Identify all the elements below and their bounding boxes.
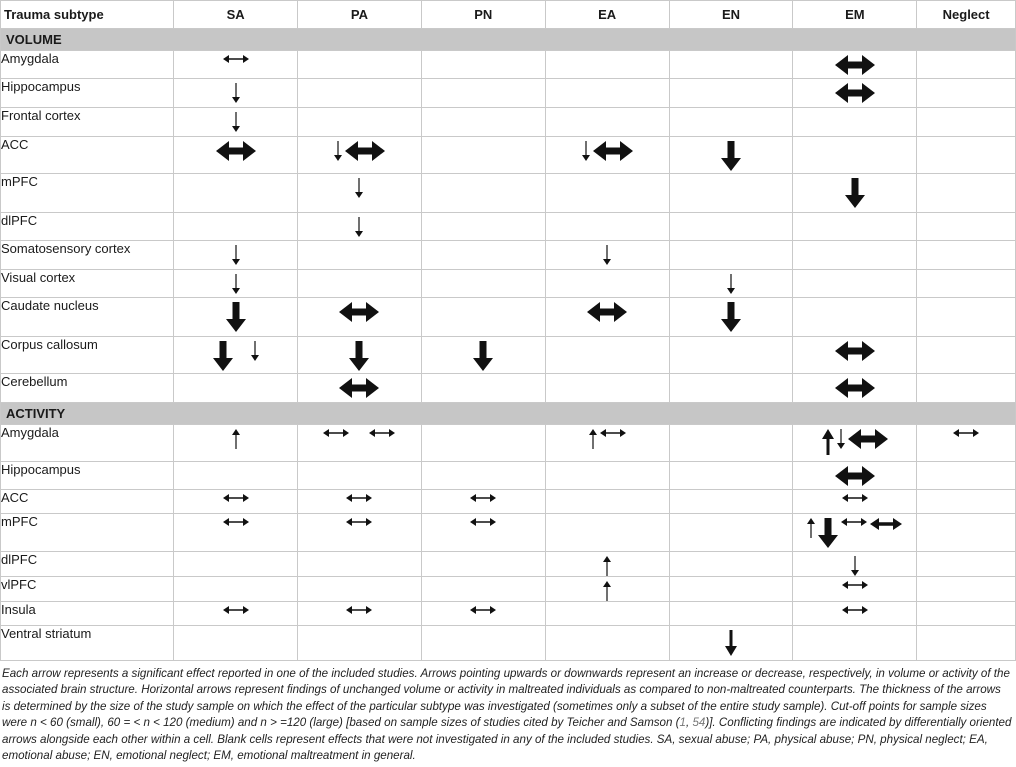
cell-en	[669, 514, 793, 552]
cell-pn	[421, 374, 545, 403]
cell-neglect	[917, 174, 1016, 213]
cell-pn	[421, 552, 545, 577]
cell-em	[793, 462, 917, 490]
cell-en	[669, 577, 793, 602]
large-bidirectional-arrow-icon	[835, 466, 875, 486]
table-row	[1, 298, 1016, 337]
arrow-group	[174, 337, 297, 371]
cell-pn	[421, 577, 545, 602]
arrow-group	[793, 425, 916, 455]
small-bidirectional-arrow-icon	[223, 55, 249, 63]
cell-em	[793, 137, 917, 174]
large-bidirectional-arrow-icon	[593, 141, 633, 161]
small-bidirectional-arrow-icon	[953, 429, 979, 437]
arrow-group	[174, 137, 297, 161]
table-row	[1, 462, 1016, 490]
cell-pa	[298, 270, 422, 298]
row-label: Hippocampus	[1, 79, 174, 108]
cell-pn	[421, 174, 545, 213]
cell-ea	[545, 270, 669, 298]
large-bidirectional-arrow-icon	[345, 141, 385, 161]
table-row	[1, 490, 1016, 514]
arrow-group	[546, 137, 669, 161]
cell-en	[669, 51, 793, 79]
small-bidirectional-arrow-icon	[223, 494, 249, 502]
small-up-arrow-icon	[807, 518, 815, 538]
cell-pn	[421, 514, 545, 552]
arrow-group	[793, 51, 916, 75]
cell-neglect	[917, 79, 1016, 108]
footnote-text-2: )]. Conflicting findings are indicated by differentially oriented arrows alongside each other within a cell. Blank cells represent effects that were not investigated in any of the included studies. SA, sexual abuse; PA, physical abuse; PN, physical neglect; EA, emotional abuse; EN, emotional neglect; EM, emotional maltreatment in general.	[2, 716, 1012, 763]
row-label: Insula	[1, 602, 174, 626]
arrow-group	[174, 298, 297, 332]
table-row	[1, 602, 1016, 626]
cell-em	[793, 425, 917, 462]
arrow-group	[174, 270, 297, 294]
table-body	[1, 29, 1016, 661]
cell-neglect	[917, 337, 1016, 374]
cell-en	[669, 602, 793, 626]
arrow-group	[546, 425, 669, 449]
section-title: VOLUME	[1, 29, 1016, 51]
cell-en	[669, 298, 793, 337]
medium-up-arrow-icon	[822, 429, 834, 455]
medium-down-arrow-icon	[725, 630, 737, 656]
cell-en	[669, 490, 793, 514]
cell-en	[669, 241, 793, 270]
header-pa: PA	[298, 1, 422, 29]
arrow-group	[793, 577, 916, 589]
cell-neglect	[917, 374, 1016, 403]
cell-em	[793, 552, 917, 577]
table-row	[1, 108, 1016, 137]
arrow-group	[422, 514, 545, 526]
cell-ea	[545, 174, 669, 213]
cell-neglect	[917, 241, 1016, 270]
arrow-group	[298, 298, 421, 322]
cell-pa	[298, 108, 422, 137]
large-down-arrow-icon	[721, 302, 741, 332]
small-up-arrow-icon	[603, 581, 611, 601]
cell-neglect	[917, 298, 1016, 337]
small-down-arrow-icon	[334, 141, 342, 161]
cell-ea	[545, 241, 669, 270]
medium-bidirectional-arrow-icon	[870, 518, 902, 530]
row-label: dlPFC	[1, 552, 174, 577]
cell-pa	[298, 174, 422, 213]
cell-neglect	[917, 137, 1016, 174]
arrow-group	[174, 241, 297, 265]
cell-ea	[545, 337, 669, 374]
cell-sa	[174, 337, 298, 374]
large-bidirectional-arrow-icon	[587, 302, 627, 322]
small-bidirectional-arrow-icon	[600, 429, 626, 437]
cell-en	[669, 270, 793, 298]
cell-pa	[298, 552, 422, 577]
small-bidirectional-arrow-icon	[323, 429, 349, 437]
row-label: Amygdala	[1, 425, 174, 462]
cell-sa	[174, 241, 298, 270]
cell-en	[669, 374, 793, 403]
large-down-arrow-icon	[473, 341, 493, 371]
header-row	[1, 1, 1016, 29]
section-row-volume	[1, 29, 1016, 51]
arrow-group	[174, 79, 297, 103]
table-row	[1, 552, 1016, 577]
large-down-arrow-icon	[226, 302, 246, 332]
small-down-arrow-icon	[355, 217, 363, 237]
section-title: ACTIVITY	[1, 403, 1016, 425]
cell-pa	[298, 137, 422, 174]
arrow-group	[793, 79, 916, 103]
cell-ea	[545, 626, 669, 661]
cell-sa	[174, 626, 298, 661]
row-label: Ventral striatum	[1, 626, 174, 661]
table-footnote	[0, 661, 1016, 764]
small-down-arrow-icon	[355, 178, 363, 198]
cell-en	[669, 213, 793, 241]
small-bidirectional-arrow-icon	[346, 494, 372, 502]
row-label: vlPFC	[1, 577, 174, 602]
header-trauma-subtype: Trauma subtype	[1, 1, 174, 29]
cell-neglect	[917, 108, 1016, 137]
table-row	[1, 174, 1016, 213]
arrow-group	[298, 337, 421, 371]
arrow-group	[298, 137, 421, 161]
small-bidirectional-arrow-icon	[346, 518, 372, 526]
cell-ea	[545, 79, 669, 108]
arrow-group	[793, 374, 916, 398]
small-down-arrow-icon	[851, 556, 859, 576]
cell-pa	[298, 298, 422, 337]
cell-em	[793, 270, 917, 298]
cell-em	[793, 577, 917, 602]
small-bidirectional-arrow-icon	[369, 429, 395, 437]
large-down-arrow-icon	[349, 341, 369, 371]
small-down-arrow-icon	[232, 112, 240, 132]
arrow-group	[422, 602, 545, 614]
table-row	[1, 79, 1016, 108]
row-label: ACC	[1, 490, 174, 514]
cell-neglect	[917, 490, 1016, 514]
cell-pn	[421, 241, 545, 270]
cell-em	[793, 79, 917, 108]
table-row	[1, 270, 1016, 298]
arrow-group	[298, 374, 421, 398]
arrow-group	[174, 514, 297, 526]
arrow-group	[793, 490, 916, 502]
arrow-group	[793, 514, 916, 548]
small-bidirectional-arrow-icon	[470, 518, 496, 526]
cell-sa	[174, 514, 298, 552]
small-bidirectional-arrow-icon	[223, 518, 249, 526]
small-bidirectional-arrow-icon	[470, 494, 496, 502]
arrow-group	[298, 174, 421, 198]
cell-pn	[421, 602, 545, 626]
cell-pa	[298, 602, 422, 626]
cell-en	[669, 462, 793, 490]
arrow-group	[670, 270, 793, 294]
header-sa: SA	[174, 1, 298, 29]
row-label: Somatosensory cortex	[1, 241, 174, 270]
row-label: Cerebellum	[1, 374, 174, 403]
cell-sa	[174, 602, 298, 626]
cell-em	[793, 602, 917, 626]
large-down-arrow-icon	[818, 518, 838, 548]
cell-neglect	[917, 626, 1016, 661]
cell-neglect	[917, 270, 1016, 298]
small-up-arrow-icon	[232, 429, 240, 449]
header-pn: PN	[421, 1, 545, 29]
cell-sa	[174, 137, 298, 174]
row-label: Frontal cortex	[1, 108, 174, 137]
cell-sa	[174, 490, 298, 514]
cell-ea	[545, 577, 669, 602]
arrow-group	[174, 51, 297, 63]
arrow-group	[298, 514, 421, 526]
cell-pa	[298, 577, 422, 602]
cell-en	[669, 337, 793, 374]
small-bidirectional-arrow-icon	[842, 581, 868, 589]
row-label: Caudate nucleus	[1, 298, 174, 337]
small-down-arrow-icon	[727, 274, 735, 294]
cell-sa	[174, 462, 298, 490]
cell-sa	[174, 174, 298, 213]
arrow-group	[546, 552, 669, 576]
row-label: dlPFC	[1, 213, 174, 241]
arrow-group	[174, 108, 297, 132]
cell-neglect	[917, 425, 1016, 462]
arrow-group	[670, 626, 793, 656]
cell-pn	[421, 108, 545, 137]
cell-em	[793, 490, 917, 514]
arrow-group	[670, 137, 793, 171]
small-down-arrow-icon	[603, 245, 611, 265]
cell-pa	[298, 213, 422, 241]
small-bidirectional-arrow-icon	[470, 606, 496, 614]
arrow-group	[670, 298, 793, 332]
large-bidirectional-arrow-icon	[216, 141, 256, 161]
table-row	[1, 514, 1016, 552]
cell-pn	[421, 270, 545, 298]
large-bidirectional-arrow-icon	[835, 55, 875, 75]
large-bidirectional-arrow-icon	[835, 341, 875, 361]
cell-sa	[174, 51, 298, 79]
row-label: Visual cortex	[1, 270, 174, 298]
cell-pn	[421, 462, 545, 490]
cell-em	[793, 213, 917, 241]
cell-sa	[174, 108, 298, 137]
cell-en	[669, 425, 793, 462]
small-bidirectional-arrow-icon	[842, 494, 868, 502]
arrow-group	[546, 577, 669, 601]
large-down-arrow-icon	[213, 341, 233, 371]
cell-em	[793, 108, 917, 137]
small-down-arrow-icon	[232, 274, 240, 294]
cell-sa	[174, 374, 298, 403]
footnote-ref-1[interactable]: 1	[679, 716, 686, 730]
cell-en	[669, 552, 793, 577]
cell-sa	[174, 270, 298, 298]
cell-pn	[421, 298, 545, 337]
footnote-text-1: Each arrow represents a significant effect reported in one of the included studies. Arrows pointing upwards or downwards represent an increase or decrease, respectively, in volume or activity of the associated brain structure. Horizontal arrows represent findings of unchanged volume or activity in maltreated individuals as compared to non-maltreated counterparts. The thickness of the arrows is determined by the size of the study sample on which the effect of the particular subtype was investigated (sometimes only a subset of the entire study sample). Cut-off points for sample sizes were n < 60 (small), 60 = < n < 120 (medium) and n > =120 (large) [based on sample sizes of studies cited by Teicher and Samson (	[2, 667, 1010, 730]
arrow-group	[546, 241, 669, 265]
cell-sa	[174, 552, 298, 577]
arrow-group	[422, 490, 545, 502]
table-row	[1, 137, 1016, 174]
cell-ea	[545, 137, 669, 174]
cell-pn	[421, 626, 545, 661]
row-label: Hippocampus	[1, 462, 174, 490]
cell-pn	[421, 51, 545, 79]
cell-sa	[174, 425, 298, 462]
cell-pa	[298, 514, 422, 552]
cell-em	[793, 51, 917, 79]
large-bidirectional-arrow-icon	[339, 378, 379, 398]
row-label: mPFC	[1, 174, 174, 213]
arrow-group	[793, 552, 916, 576]
large-bidirectional-arrow-icon	[848, 429, 888, 449]
cell-ea	[545, 490, 669, 514]
table-row	[1, 51, 1016, 79]
arrow-group	[298, 213, 421, 237]
cell-em	[793, 174, 917, 213]
header-neglect: Neglect	[917, 1, 1016, 29]
cell-en	[669, 79, 793, 108]
cell-em	[793, 626, 917, 661]
arrow-group	[793, 337, 916, 361]
cell-neglect	[917, 213, 1016, 241]
cell-em	[793, 514, 917, 552]
cell-pn	[421, 425, 545, 462]
table-row	[1, 241, 1016, 270]
table-row	[1, 425, 1016, 462]
cell-ea	[545, 462, 669, 490]
large-down-arrow-icon	[845, 178, 865, 208]
cell-pa	[298, 374, 422, 403]
cell-ea	[545, 425, 669, 462]
arrow-group	[793, 174, 916, 208]
cell-en	[669, 626, 793, 661]
arrow-group	[793, 602, 916, 614]
cell-neglect	[917, 51, 1016, 79]
large-bidirectional-arrow-icon	[835, 378, 875, 398]
cell-em	[793, 374, 917, 403]
large-bidirectional-arrow-icon	[835, 83, 875, 103]
small-down-arrow-icon	[232, 245, 240, 265]
arrow-group	[298, 425, 421, 437]
small-down-arrow-icon	[232, 83, 240, 103]
arrow-group	[174, 602, 297, 614]
header-en: EN	[669, 1, 793, 29]
cell-sa	[174, 213, 298, 241]
table-row	[1, 577, 1016, 602]
small-up-arrow-icon	[589, 429, 597, 449]
row-label: mPFC	[1, 514, 174, 552]
small-bidirectional-arrow-icon	[346, 606, 372, 614]
cell-pn	[421, 337, 545, 374]
large-bidirectional-arrow-icon	[339, 302, 379, 322]
row-label: Corpus callosum	[1, 337, 174, 374]
cell-en	[669, 137, 793, 174]
cell-pa	[298, 490, 422, 514]
cell-ea	[545, 374, 669, 403]
cell-pa	[298, 79, 422, 108]
cell-ea	[545, 51, 669, 79]
cell-pn	[421, 213, 545, 241]
cell-pn	[421, 490, 545, 514]
footnote-ref-separator: ,	[685, 716, 693, 730]
small-down-arrow-icon	[582, 141, 590, 161]
small-down-arrow-icon	[837, 429, 845, 449]
cell-sa	[174, 298, 298, 337]
cell-ea	[545, 602, 669, 626]
small-bidirectional-arrow-icon	[841, 518, 867, 526]
header-em: EM	[793, 1, 917, 29]
cell-en	[669, 108, 793, 137]
cell-neglect	[917, 462, 1016, 490]
small-down-arrow-icon	[251, 341, 259, 361]
cell-neglect	[917, 577, 1016, 602]
arrow-group	[917, 425, 1015, 437]
cell-ea	[545, 552, 669, 577]
small-bidirectional-arrow-icon	[842, 606, 868, 614]
arrow-group	[174, 490, 297, 502]
cell-em	[793, 241, 917, 270]
cell-pa	[298, 51, 422, 79]
cell-ea	[545, 213, 669, 241]
cell-ea	[545, 514, 669, 552]
table-row	[1, 213, 1016, 241]
cell-pn	[421, 79, 545, 108]
cell-em	[793, 298, 917, 337]
cell-sa	[174, 577, 298, 602]
arrow-group	[174, 425, 297, 449]
cell-neglect	[917, 552, 1016, 577]
table-row	[1, 337, 1016, 374]
cell-neglect	[917, 602, 1016, 626]
cell-pa	[298, 462, 422, 490]
large-down-arrow-icon	[721, 141, 741, 171]
cell-em	[793, 337, 917, 374]
row-label: Amygdala	[1, 51, 174, 79]
cell-neglect	[917, 514, 1016, 552]
cell-pn	[421, 137, 545, 174]
cell-pa	[298, 241, 422, 270]
cell-pa	[298, 425, 422, 462]
cell-en	[669, 174, 793, 213]
arrow-group	[793, 462, 916, 486]
arrow-group	[422, 337, 545, 371]
arrow-group	[298, 602, 421, 614]
row-label: ACC	[1, 137, 174, 174]
cell-pa	[298, 626, 422, 661]
small-bidirectional-arrow-icon	[223, 606, 249, 614]
table-row	[1, 626, 1016, 661]
footnote-ref-54[interactable]: 54	[692, 716, 706, 730]
cell-sa	[174, 79, 298, 108]
table-row	[1, 374, 1016, 403]
cell-ea	[545, 108, 669, 137]
arrow-group	[546, 298, 669, 322]
cell-pa	[298, 337, 422, 374]
small-up-arrow-icon	[603, 556, 611, 576]
section-row-activity	[1, 403, 1016, 425]
header-ea: EA	[545, 1, 669, 29]
arrow-group	[298, 490, 421, 502]
cell-ea	[545, 298, 669, 337]
